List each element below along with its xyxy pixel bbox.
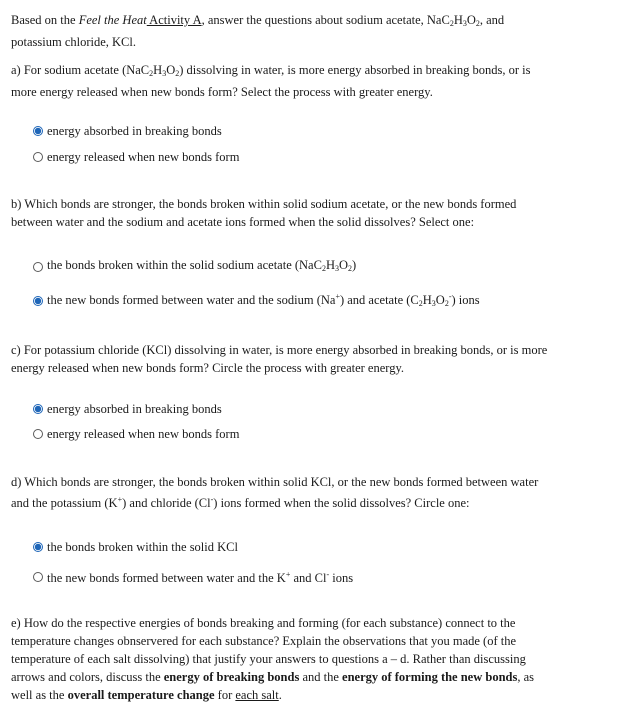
intro-text-part: Based on the [11,13,79,27]
radio-selected-icon[interactable] [33,542,43,552]
question-text-part: , as [517,670,535,684]
question-text-part: e) How do the respective energies of bonds breaking and forming (for each substance) connect to the [11,616,516,630]
option-a2[interactable] [33,148,239,166]
question-b-text [11,195,611,231]
question-text-part: more energy released when new bonds form? Select the process with greater energy. [11,85,433,99]
option-b2[interactable] [33,288,480,313]
option-label: the new bonds formed between water and the K+ and Cl- ions [47,570,354,585]
option-d1[interactable] [33,538,238,556]
option-c2[interactable] [33,425,239,443]
option-label: the new bonds formed between water and the sodium (Na+) and acetate $(C_2H_3O_2^-)$ ions [47,292,480,308]
question-text-part: well as the [11,688,68,702]
intro-text-part: , answer the questions about sodium acetate, NaC [201,13,450,27]
option-label: energy absorbed in breaking bonds [47,402,222,416]
question-text-part: d) Which bonds are stronger, the bonds broken within solid KCl, or the new bonds formed between water [11,475,539,489]
subscript: 2 [149,69,154,78]
question-text-part: energy released when new bonds form? Circle the process with greater energy. [11,361,405,375]
subscript: 2 [475,19,480,28]
question-text-part: c) For potassium chloride (KCl) dissolving in water, is more energy absorbed in breaking bonds, or is more [11,343,548,357]
question-text-part: for [214,688,236,702]
subscript: 2 [175,69,180,78]
radio-selected-icon[interactable] [33,126,43,136]
question-text-part: O [166,63,176,77]
option-label: the bonds broken within the solid sodium acetate $(NaC_2H_3O_2)$ [47,258,357,273]
question-text-part: ) ions formed when the solid dissolves? Circle one: [213,496,470,510]
subscript: 3 [162,69,167,78]
radio-unselected-icon[interactable] [33,262,43,272]
radio-unselected-icon[interactable] [33,429,43,439]
option-d2[interactable] [33,566,353,587]
question-text-part: temperature of each salt dissolving) that justify your answers to questions a – d. Rather than discussing [11,652,526,666]
bold-phrase: energy of breaking bonds [163,670,300,684]
intro-text-part: H [453,13,463,27]
bold-phrase: energy of forming the new bonds [342,670,518,684]
question-text-part: arrows and colors, discuss the [11,670,164,684]
intro-text [11,11,611,51]
question-text-part: . [278,688,282,702]
question-text-part: and the [299,670,343,684]
option-label: energy released when new bonds form [47,150,240,164]
subscript: 3 [462,19,467,28]
activity-link[interactable]: Activity A [146,13,202,27]
question-a-text [11,61,611,101]
question-text-part: ) and chloride (Cl [122,496,211,510]
question-text-part: b) Which bonds are stronger, the bonds broken within solid sodium acetate, or the new bonds formed [11,197,517,211]
superscript: + [117,495,123,504]
question-c-text [11,341,611,377]
intro-text-part: O [466,13,476,27]
question-text-part: between water and the sodium and acetate ions formed when the solid dissolves? Select one: [11,215,475,229]
superscript: - [210,495,214,504]
radio-selected-icon[interactable] [33,404,43,414]
intro-text-part: potassium chloride, KCl. [11,35,136,49]
activity-name: Feel the Heat [78,13,147,27]
radio-unselected-icon[interactable] [33,152,43,162]
question-text-part: a) For sodium acetate (NaC [11,63,150,77]
question-text-part: and the potassium (K [11,496,118,510]
option-label: the bonds broken within the solid KCl [47,540,238,554]
question-text-part: ) dissolving in water, is more energy absorbed in breaking bonds, or is [179,63,531,77]
option-b1[interactable] [33,256,356,278]
question-text-part: temperature changes obnservered for each substance? Explain the observations that you made (of the [11,634,517,648]
bold-phrase: overall temperature change [67,688,215,702]
radio-selected-icon[interactable] [33,296,43,306]
option-c1[interactable] [33,400,222,418]
question-d-text [11,473,611,512]
question-text-part: H [153,63,163,77]
intro-text-part: , and [479,13,505,27]
question-e-text [11,614,611,704]
option-a1[interactable] [33,122,222,140]
option-label: energy absorbed in breaking bonds [47,124,222,138]
option-label: energy released when new bonds form [47,427,240,441]
underlined-phrase: each salt [235,688,279,702]
radio-unselected-icon[interactable] [33,572,43,582]
subscript: 2 [449,19,454,28]
